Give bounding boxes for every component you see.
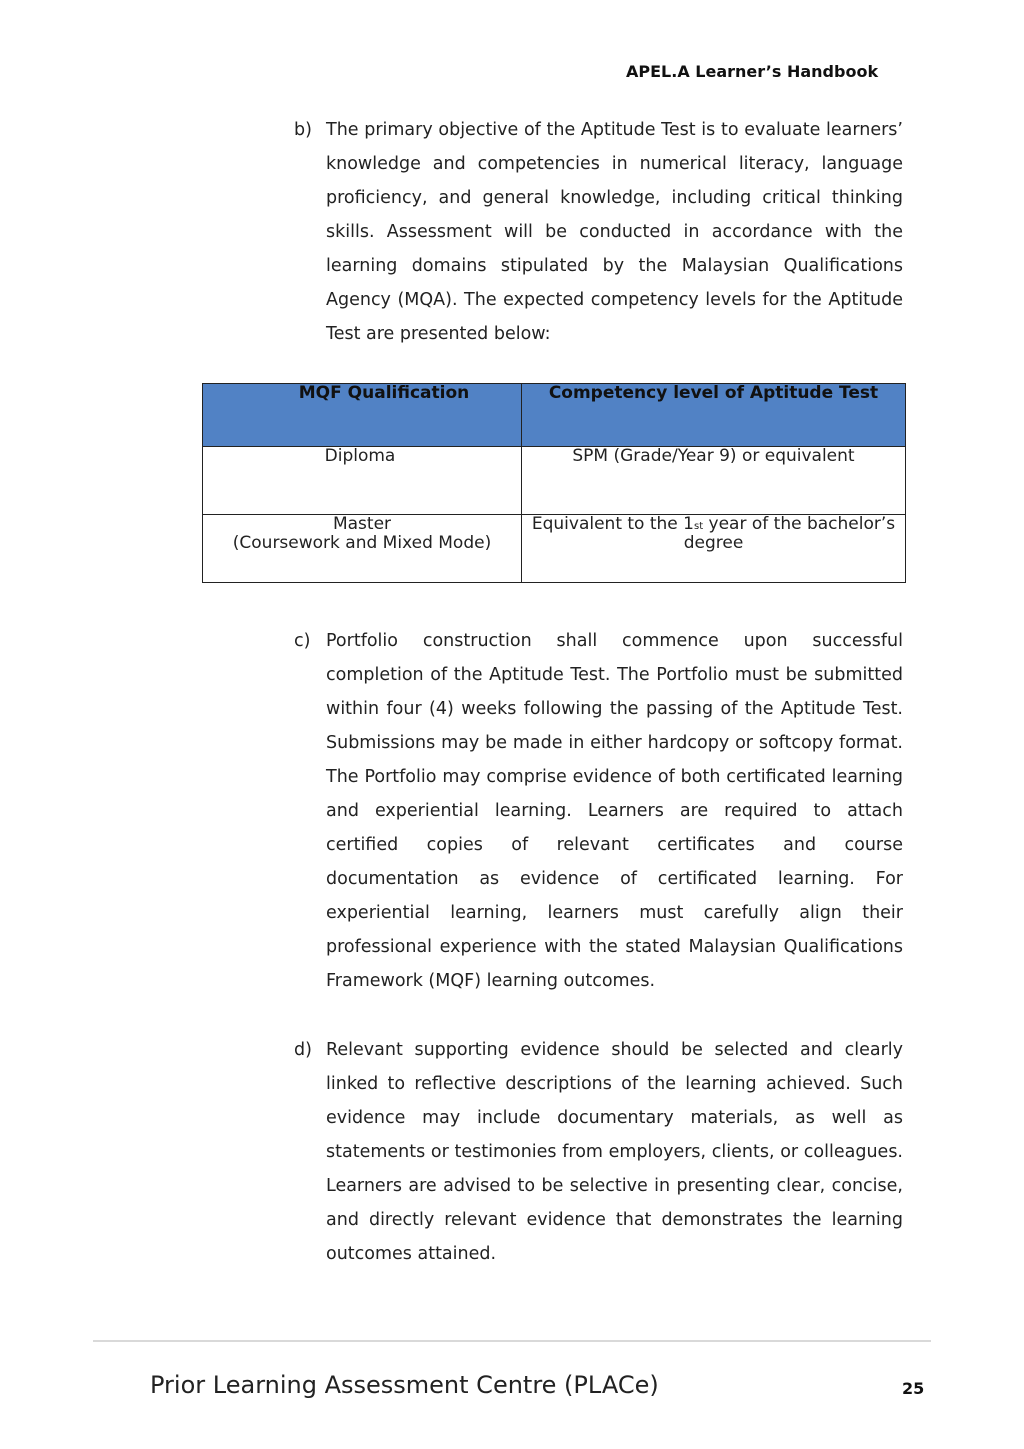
list-item-d [294, 1033, 903, 1271]
list-marker: b) [294, 120, 312, 140]
cell-line: Equivalent to the 1st year of the bachelor’s [531, 514, 896, 534]
page-number: 25 [902, 1379, 925, 1398]
table-cell [522, 515, 906, 583]
table-row [203, 515, 906, 583]
table-header-cell: Competency level of Aptitude Test [522, 384, 906, 447]
table-cell: SPM (Grade/Year 9) or equivalent [522, 447, 906, 515]
running-header: APEL.A Learner’s Handbook [626, 62, 879, 81]
paragraph-text: Relevant supporting evidence should be selected and clearly linked to reflective descriptions of the learning achieved. Such evidence may include documentary materials, as well as statements or testimonies from employers, clients, or colleagues. Learners are advised to be selective in presenting clear, concise, and directly relevant evidence that demonstrates the learning outcomes attained. [326, 1040, 903, 1264]
cell-line: degree [683, 533, 744, 553]
paragraph-text: Portfolio construction shall commence upon successful completion of the Aptitude Test. The Portfolio must be submitted within four (4) weeks following the passing of the Aptitude Test. Submissions may be made in either hardcopy or softcopy format. The Portfolio may comprise evidence of both certificated learning and experiential learning. Learners are required to attach certified copies of relevant certificates and course documentation as evidence of certificated learning. For experiential learning, learners must carefully align their professional experience with the stated Malaysian Qualifications Framework (MQF) learning outcomes. [326, 631, 903, 991]
table-cell [203, 515, 522, 583]
paragraph-text: The primary objective of the Aptitude Test is to evaluate learners’ knowledge and competencies in numerical literacy, language proficiency, and general knowledge, including critical thinking skills. Assessment will be conducted in accordance with the learning domains stipulated by the Malaysian Qualifications Agency (MQA). The expected competency levels for the Aptitude Test are presented below: [326, 120, 903, 344]
list-item-c [294, 624, 903, 998]
list-marker: c) [294, 631, 311, 651]
competency-table [202, 383, 906, 583]
table-header-row [203, 384, 906, 447]
cell-line: Master [332, 514, 392, 534]
cell-line: (Coursework and Mixed Mode) [232, 533, 492, 553]
ordinal-suffix: st [693, 521, 704, 532]
list-marker: d) [294, 1040, 312, 1060]
table-header-cell: MQF Qualification [203, 384, 522, 447]
footer-organization: Prior Learning Assessment Centre (PLACe) [150, 1371, 659, 1399]
table-cell: Diploma [203, 447, 522, 515]
list-item-b [294, 113, 903, 351]
table-row [203, 447, 906, 515]
footer-divider [93, 1340, 931, 1342]
